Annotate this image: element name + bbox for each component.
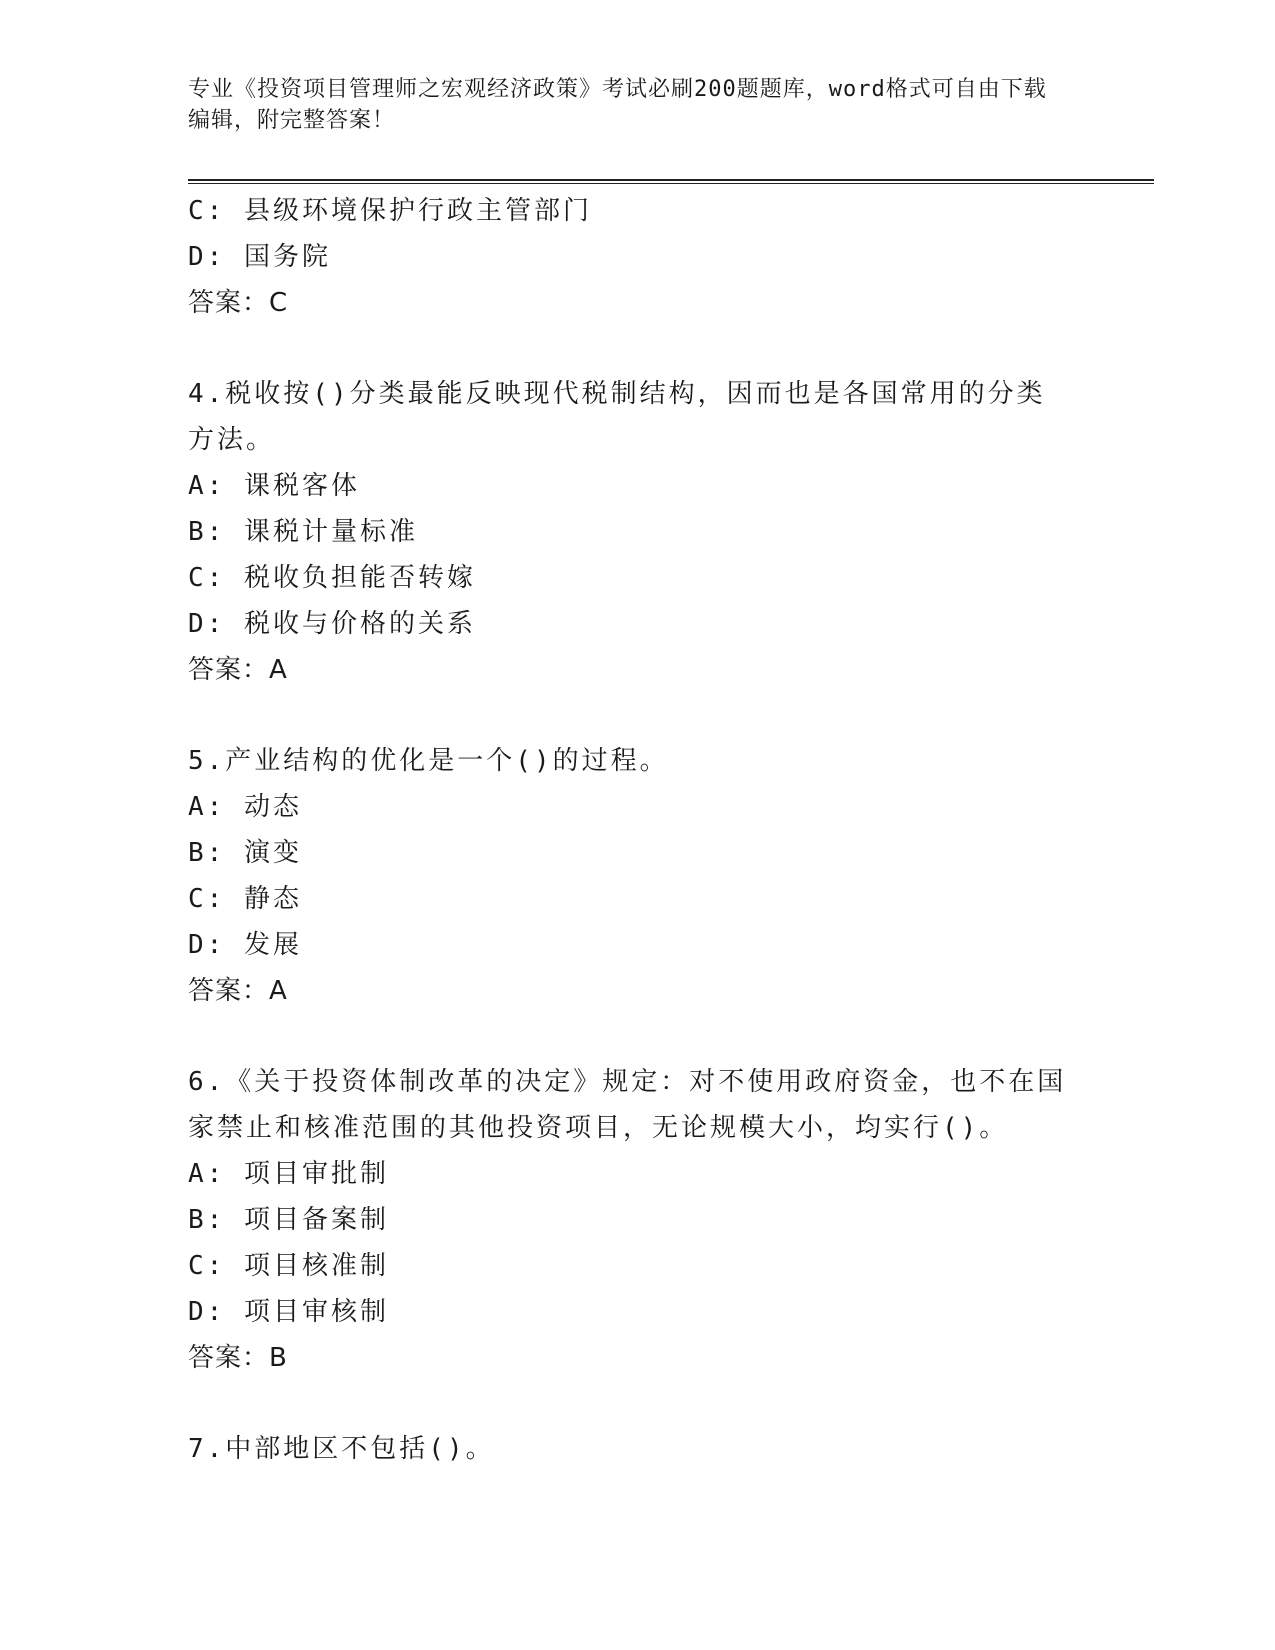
option-b: B: 项目备案制 (188, 1205, 389, 1235)
question-text: 4.税收按()分类最能反映现代税制结构，因而也是各国常用的分类方法。 (188, 379, 1046, 455)
header-rule-thin (188, 183, 1154, 184)
answer-line: 答案：B (188, 1343, 288, 1373)
option-c: C: 县级环境保护行政主管部门 (188, 196, 592, 226)
option-c: C: 静态 (188, 884, 302, 914)
question-5 (188, 738, 1068, 1014)
answer-line: 答案：A (188, 655, 288, 685)
option-d: D: 发展 (188, 930, 302, 960)
answer-line: 答案：A (188, 976, 288, 1006)
option-d: D: 税收与价格的关系 (188, 609, 476, 639)
spacer (188, 1381, 1068, 1426)
option-d: D: 国务院 (188, 242, 331, 272)
option-b: B: 课税计量标准 (188, 517, 418, 547)
question-text: 7.中部地区不包括()。 (188, 1434, 495, 1464)
option-c: C: 税收负担能否转嫁 (188, 563, 476, 593)
spacer (188, 1014, 1068, 1059)
option-c: C: 项目核准制 (188, 1251, 389, 1281)
question-text: 6.《关于投资体制改革的决定》规定：对不使用政府资金，也不在国家禁止和核准范围的其他投资项目，无论规模大小，均实行()。 (188, 1067, 1067, 1143)
option-a: A: 动态 (188, 792, 302, 822)
question-text: 5.产业结构的优化是一个()的过程。 (188, 746, 669, 776)
spacer (188, 693, 1068, 738)
option-a: A: 项目审批制 (188, 1159, 389, 1189)
option-a: A: 课税客体 (188, 471, 360, 501)
document-body (188, 188, 1068, 1472)
question-4 (188, 371, 1068, 693)
spacer (188, 326, 1068, 371)
question-7 (188, 1426, 1068, 1472)
question-6 (188, 1059, 1068, 1381)
question-3-continuation (188, 188, 1068, 326)
option-d: D: 项目审核制 (188, 1297, 389, 1327)
document-header: 专业《投资项目管理师之宏观经济政策》考试必刷200题题库，word格式可自由下载编辑，附完整答案！ (188, 77, 1047, 133)
answer-line: 答案：C (188, 288, 289, 318)
option-b: B: 演变 (188, 838, 302, 868)
header-rule-thick (188, 179, 1154, 181)
